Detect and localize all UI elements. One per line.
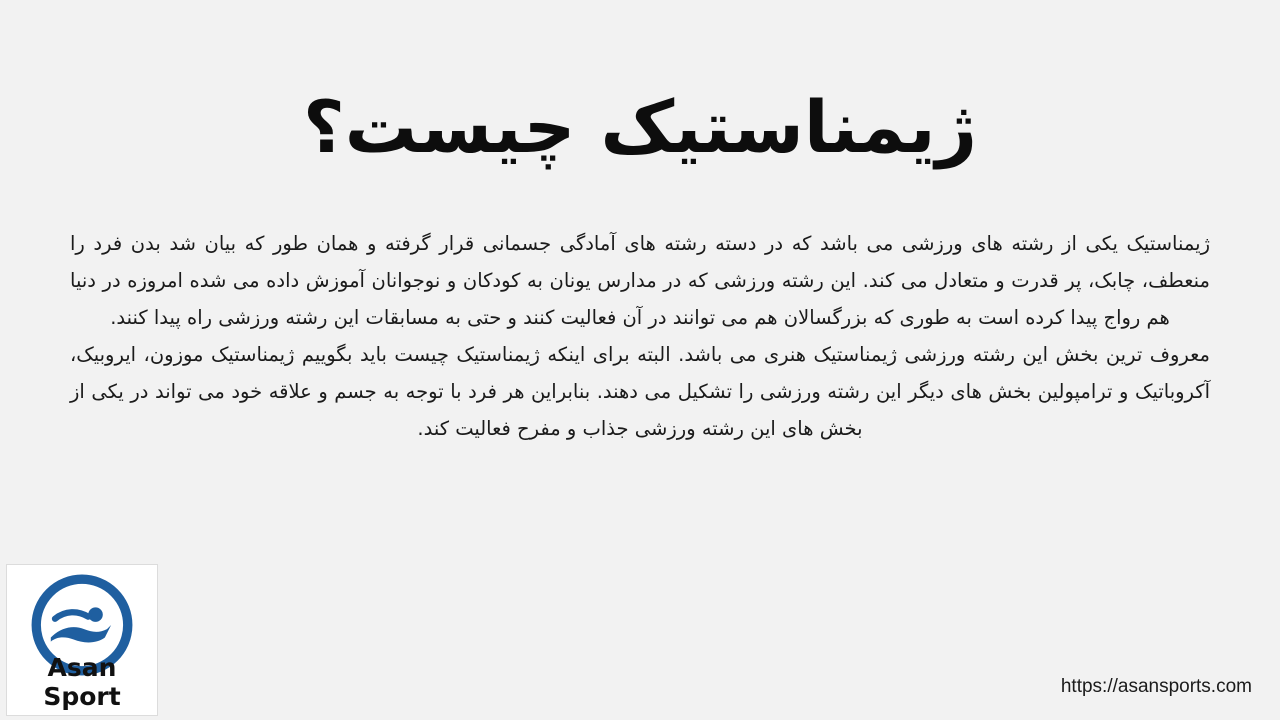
body-content xyxy=(70,225,1210,447)
logo-container xyxy=(6,564,158,716)
logo-text: Asan Sport xyxy=(43,653,121,711)
paragraph-1: ژیمناستیک یکی از رشته های ورزشی می باشد که در دسته رشته های آمادگی جسمانی قرار گرفته و همان طور که بیان شد بدن فرد را منعطف، چابک، پر قدرت و متعادل می کند. این رشته ورزشی که در مدارس یونان به کودکان و نوجوانان آموزش داده می شده امروزه در دنیا هم رواج پیدا کرده است به طوری که بزرگسالان هم می توانند در آن فعالیت کنند و حتی به مسابقات این رشته ورزشی راه پیدا کنند. xyxy=(70,232,1210,329)
paragraph-2: معروف ترین بخش این رشته ورزشی ژیمناستیک هنری می باشد. البته برای اینکه ژیمناستیک چیست باید بگوییم ژیمناستیک موزون، ایروبیک، آکروباتیک و ترامپولین بخش های دیگر این رشته ورزشی را تشکیل می دهند. بنابراین هر فرد با توجه به جسم و علاقه خود می تواند در یکی از بخش های این رشته ورزشی جذاب و مفرح فعالیت کند. xyxy=(70,343,1210,440)
page-title: ژیمناستیک چیست؟ xyxy=(302,85,978,170)
website-url[interactable]: https://asansports.com xyxy=(1060,676,1252,697)
